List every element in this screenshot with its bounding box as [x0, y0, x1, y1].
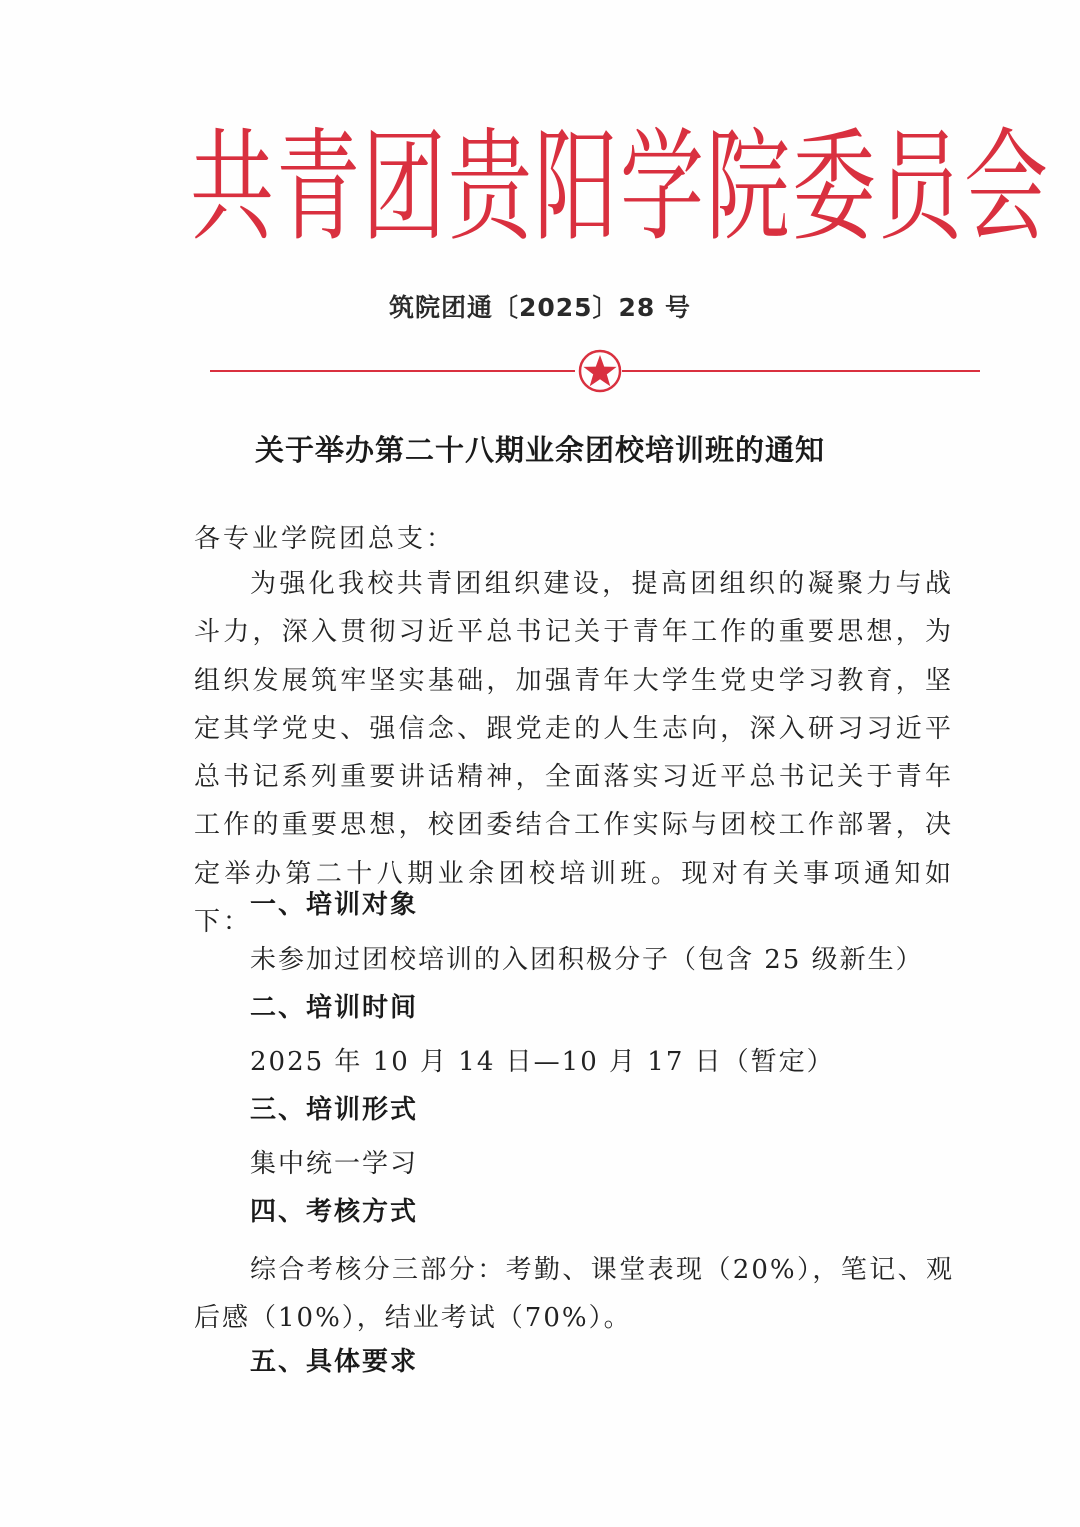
section-heading-assessment: 四、考核方式	[250, 1197, 419, 1227]
header-divider	[210, 348, 980, 396]
section-heading-time: 二、培训时间	[250, 993, 419, 1023]
section-body-format: 集中统一学习	[250, 1149, 419, 1179]
section-heading-requirements: 五、具体要求	[250, 1347, 419, 1377]
divider-line-left	[210, 370, 575, 372]
star-icon	[577, 348, 623, 394]
section-body-target: 未参加过团校培训的入团积极分子（包含 25 级新生）	[250, 945, 924, 975]
divider-line-right	[622, 370, 980, 372]
salutation: 各专业学院团总支：	[194, 524, 456, 554]
intro-paragraph: 为强化我校共青团组织建设，提高团组织的凝聚力与战斗力，深入贯彻习近平总书记关于青年工作的重要思想，为组织发展筑牢坚实基础，加强青年大学生党史学习教育，坚定其学党史、强信念、跟党走的人生志向，深入研习习近平总书记系列重要讲话精神，全面落实习近平总书记关于青年工作的重要思想，校团委结合工作实际与团校工作部署，决定举办第二十八期业余团校培训班。现对有关事项通知如下：	[194, 569, 954, 938]
document-number: 筑院团通〔2025〕28 号	[388, 293, 692, 322]
section-heading-target: 一、培训对象	[250, 890, 419, 920]
notice-title: 关于举办第二十八期业余团校培训班的通知	[254, 433, 825, 467]
section-heading-format: 三、培训形式	[250, 1095, 419, 1125]
organization-header: 共青团贵阳学院委员会	[190, 115, 1051, 259]
section-body-time: 2025 年 10 月 14 日—10 月 17 日（暂定）	[250, 1047, 835, 1077]
section-body-assessment: 综合考核分三部分：考勤、课堂表现（20%），笔记、观后感（10%），结业考试（70%）。	[194, 1255, 954, 1333]
